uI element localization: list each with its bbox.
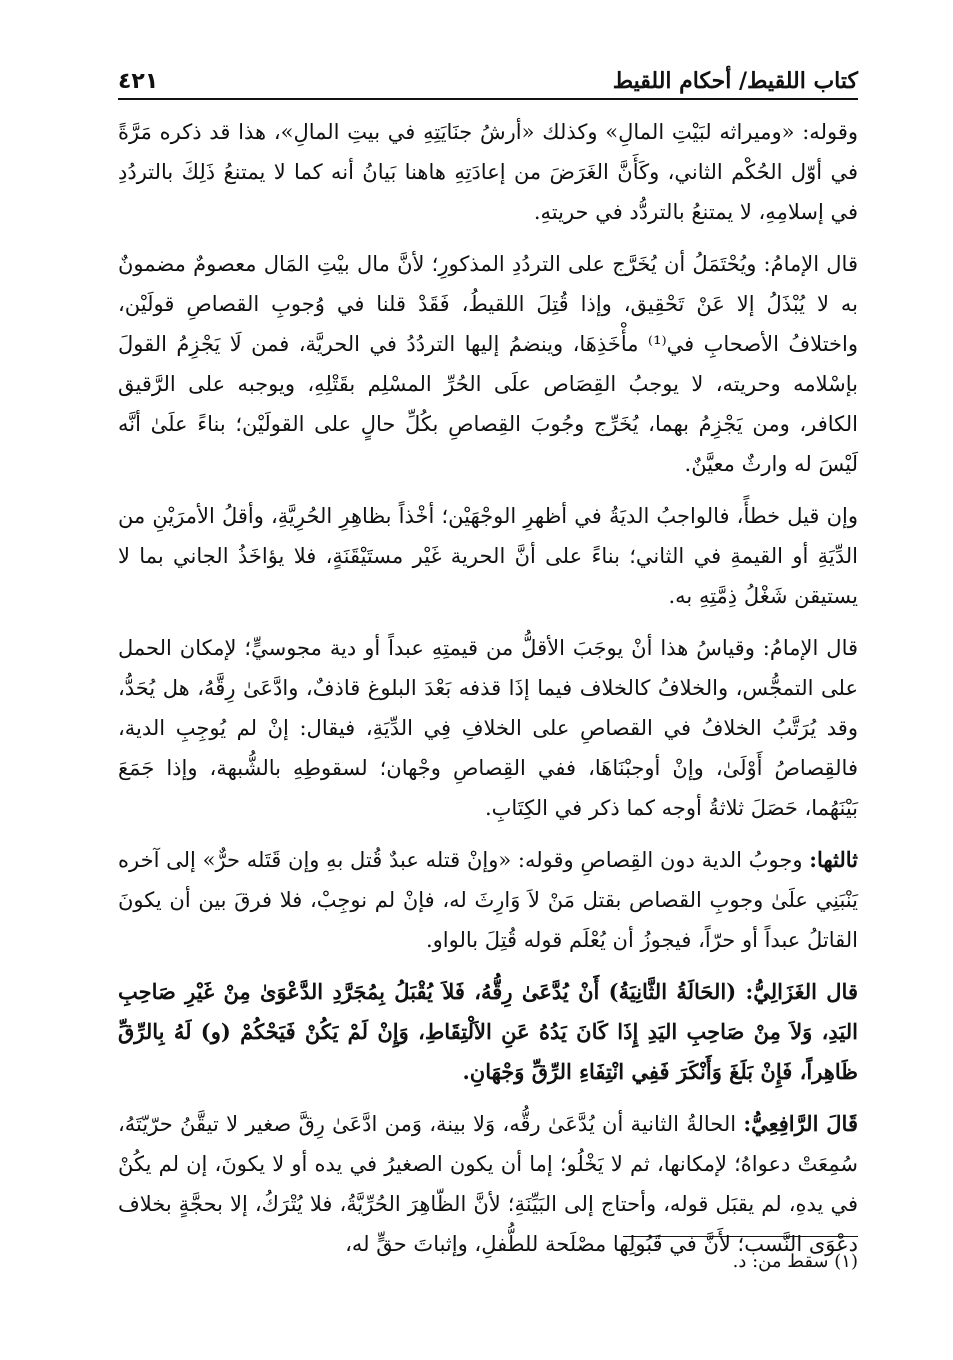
page-header (118, 58, 858, 100)
footnote-marker: (١) (834, 1251, 858, 1272)
paragraph-3: وإن قيل خطأً، فالواجبُ الديَةُ في أظهرِ الوجْهَيْن؛ أخْذاً بظاهِرِ الحُرِيَّةِ، وأقلُ الأمرَيْنِ من الدِّيَةِ أو القيمةِ في الثاني؛ بناءً على أنَّ الحرية غَيْر مستَيْقَنَةٍ، فلا يؤاخَذُ الجاني بما لا يستيقن شَغْلُ ذِمَّتِهِ به. (118, 504, 858, 608)
paragraph-4: قال الإمامُ: وقياسُ هذا أنْ يوجَبَ الأقلُّ من قيمتِهِ عبداً أو دية مجوسيٍّ؛ لإمكان الحمل على التمجُّس، والخلافُ كالخلاف فيما إذَا قذفه بَعْدَ البلوغ قاذفٌ، وادَّعَىٰ رِقَّهُ، هل يُحَدُّ، وقد يُرَتَّبُ الخلافُ في القصاصِ على الخلافِ فِي الدِّيَةِ، فيقال: إنْ لم يُوجِبِ الدية، فالقِصاصُ أَوْلَىٰ، وإنْ أوجبْنَاهَا، ففي القِصاصِ وجْهان؛ لسقوطِهِ بالشُّبهة، وإذا جَمَعَ بَيْنَهُما، حَصَلَ ثلاثةُ أوجه كما ذكر في الكِتَابِ. (118, 636, 858, 820)
footnote-divider (623, 1236, 858, 1237)
page-number: ٤٢١ (118, 69, 159, 94)
footnote-text: سقط من: د. (732, 1251, 829, 1272)
paragraph-5: ثالثها: وجوبُ الدية دون القِصاصِ وقوله: «وإنْ قتله عبدٌ قُتل بهِ وإن قَتَله حرٌّ» إلى آخره يَنْبَنِي علَىٰ وجوبِ القصاص بقتل مَنْ لاَ وَارِثَ له، فإنْ لم نوجِبْ، فلا فرقَ بين أن يكونَ القاتلُ عبداً أو حرّاً، فيجوزُ أن يُعْلَم قوله قُتِلَ بالواو. (118, 847, 858, 952)
paragraph-6-quoted-text: قال الغَزَالِيُّ: (الحَالَةُ الثَّانِيَةُ) أَنْ يُدَّعَىٰ رِقُّهُ، فَلاَ يُقْبَلُ بِمُجَرَّدِ الدَّعْوَىٰ مِنْ غَيْرِ صَاحِبِ اليَدِ، وَلاَ مِنْ صَاحِبِ اليَدِ إِذَا كَانَ يَدُهُ عَنِ الاَلْتِقَاطِ، وَإِنْ لَمْ يَكُنْ فَيَحْكُمْ (و) لَهُ بِالرِّقِّ ظَاهِراً، فَإِنْ بَلَغَ وَأَنْكَرَ فَفِي انْتِفَاءِ الرِّقِّ وَجْهَانِ. (118, 979, 858, 1084)
paragraph-lead: قَالَ الرَّافِعِيُّ: (743, 1111, 858, 1136)
paragraph-lead: ثالثها: (809, 847, 858, 872)
footnote (118, 1248, 858, 1276)
page-body (118, 112, 858, 1264)
running-title: كتاب اللقيط/ أحكام اللقيط (612, 68, 858, 94)
paragraph-2: قال الإمامُ: ويُحْتَمَلُ أن يُخَرَّج على التردُدِ المذكورِ؛ لأنَّ مال بيْتِ المَال معصومٌ مضمونٌ به لا يُبْذَلُ إلا عَنْ تَحْقِيق، وإذا قُتِلَ اللقيطُ، فَقَدْ قلنا في وُجوبِ القصاصِ قولَيْن، واختلافُ الأصحابِ في⁽¹⁾ مأْخَذِهَا، وينضمُ إليها التردُدُ في الحريَّة، فمن لَا يَجْزِمُ القولَ بإسْلامه وحريته، لا يوجبُ القِصَاص علَى الحُرِّ المسْلِم بقَتْلِهِ، ويوجبه على الرَّقيق الكافر، ومن يَجْزِمُ بهما، يُخَرِّج وجُوبَ القِصاصِ بكُلِّ حالٍ على القولَيْن؛ بناءً علَىٰ أنَّه لَيْسَ له وارثٌ معيَّنٌ. (118, 252, 858, 476)
paragraph-1: وقوله: «وميراثه لبَيْتِ المالِ» وكذلك «أرشُ جنَايَتِهِ في بيتِ المالِ»، هذا قد ذكره مَرَّةً في أوّل الحُكْم الثاني، وكَأَنَّ الغَرَضَ من إعادَتِهِ هاهنا بَيانُ أنه كما لا يمتنعُ ذَلِكَ بالتردُدِ في إسلامِهِ، لا يمتنعُ بالتردُّد في حريتهِ. (118, 120, 858, 224)
paragraph-7: قَالَ الرَّافِعِيُّ: الحالةُ الثانية أن يُدَّعَىٰ رقُّه، وَلا بينة، وَمن ادَّعَىٰ رِقَّ صغير لا تيقَّنُ حرّيّتَهُ، سُمِعَتْ دعواهُ؛ لإمكانها، ثم لا يَخْلُو؛ إما أن يكون الصغيرُ في يده أو لا يكونَ، إن لم يكُنْ في يدهِ، لم يقبَل قوله، وأحتاج إلى البَيِّنَةِ؛ لأنَّ الظّاهِرَ الحُرِّيَّةُ، فلا يُتْرَكُ، إلا بحجَّةٍ بخلاف دعْوَى النَّسب؛ لأَنَّ في قَبُولِها مصْلَحة للطُّفلِ، وإثباتَ حقٍّ له، (118, 1111, 858, 1256)
